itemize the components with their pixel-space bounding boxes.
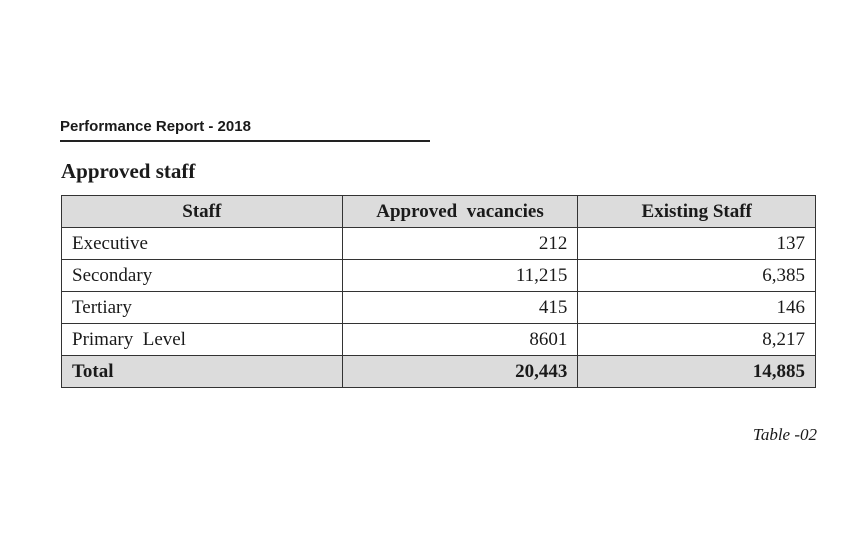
staff-cell: Secondary xyxy=(62,260,343,292)
approved-cell: 8601 xyxy=(342,324,578,356)
existing-cell: 137 xyxy=(578,228,816,260)
existing-cell: 6,385 xyxy=(578,260,816,292)
approved-cell: 212 xyxy=(342,228,578,260)
table-row xyxy=(62,324,816,356)
table-header-row xyxy=(62,196,816,228)
table-row xyxy=(62,260,816,292)
section-title: Approved staff xyxy=(61,159,196,183)
column-header-staff: Staff xyxy=(62,196,343,228)
column-header-approved-vacancies: Approved vacancies xyxy=(342,196,578,228)
approved-staff-table xyxy=(61,195,816,388)
staff-cell: Tertiary xyxy=(62,292,343,324)
report-title: Performance Report - 2018 xyxy=(60,118,251,135)
column-header-existing-staff: Existing Staff xyxy=(578,196,816,228)
total-existing-cell: 14,885 xyxy=(578,356,816,388)
staff-cell: Executive xyxy=(62,228,343,260)
approved-cell: 11,215 xyxy=(342,260,578,292)
table-caption: Table -02 xyxy=(752,425,817,444)
table-row xyxy=(62,292,816,324)
approved-cell: 415 xyxy=(342,292,578,324)
existing-cell: 146 xyxy=(578,292,816,324)
total-label-cell: Total xyxy=(62,356,343,388)
table-total-row xyxy=(62,356,816,388)
existing-cell: 8,217 xyxy=(578,324,816,356)
total-approved-cell: 20,443 xyxy=(342,356,578,388)
staff-cell: Primary Level xyxy=(62,324,343,356)
report-header xyxy=(60,118,430,142)
table-row xyxy=(62,228,816,260)
